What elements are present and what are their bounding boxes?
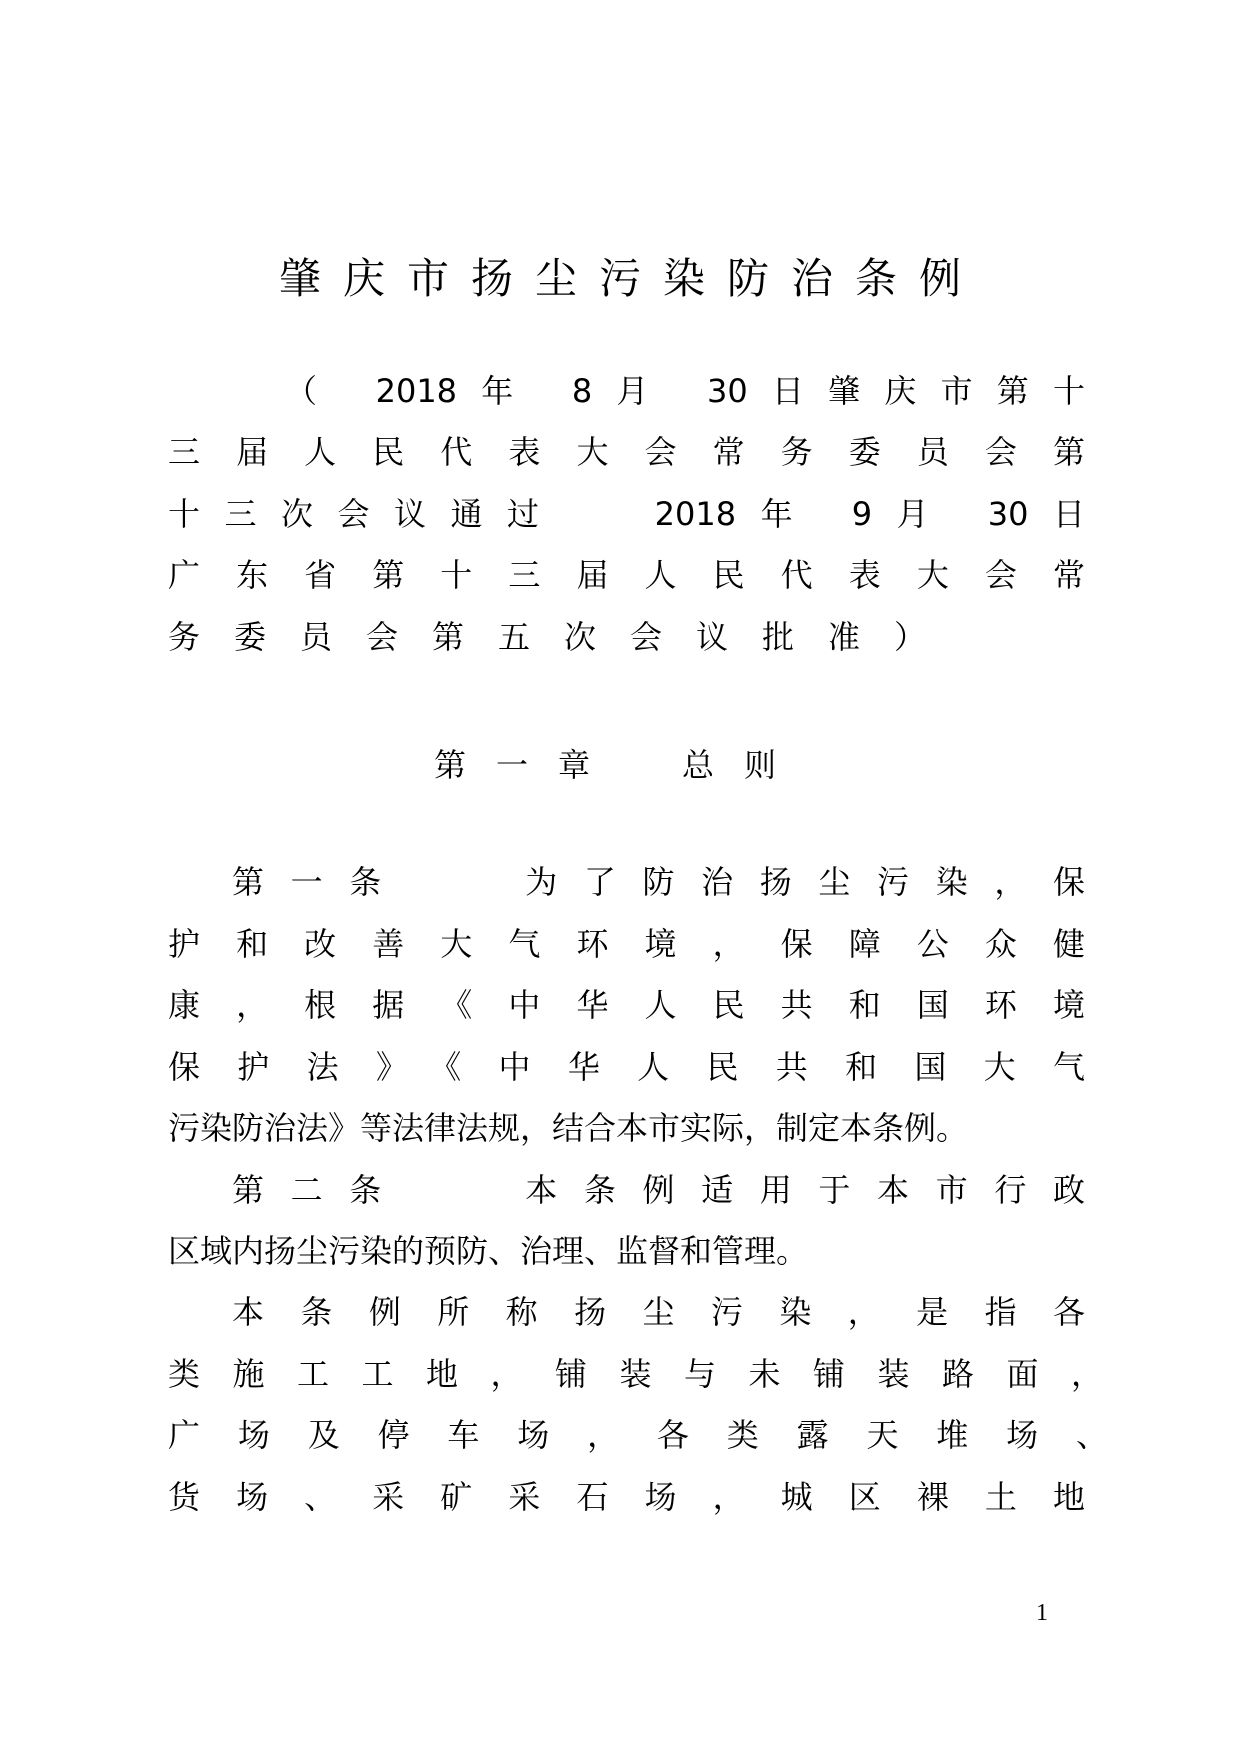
article-line: 区域内扬尘污染的预防、治理、监督和管理。 <box>168 1232 809 1270</box>
article-line: 污染防治法》等法律法规，结合本市实际，制定本条例。 <box>168 1109 969 1147</box>
preamble-line: 广东省第十三届人民代表大会常 <box>168 556 1085 594</box>
preamble-line: 三届人民代表大会常务委员会第 <box>168 433 1085 471</box>
preamble-line: （ 2018年 8月 30日肇庆市第十 <box>285 372 1085 410</box>
article-line: 类施工工地，铺装与未铺装路面， <box>168 1355 1103 1393</box>
page-number: 1 <box>1036 1600 1048 1626</box>
article-line: 第一条 为了防治扬尘污染，保 <box>232 863 1085 901</box>
article-line: 康，根据《中华人民共和国环境 <box>168 986 1085 1024</box>
document-title: 肇庆市扬尘污染防治条例 <box>278 254 983 303</box>
article-line: 第二条 本条例适用于本市行政 <box>232 1171 1085 1209</box>
preamble-line: 十三次会议通过 2018年 9月 30日 <box>168 495 1085 533</box>
article-line: 保护法》《中华人民共和国大气 <box>168 1048 1085 1086</box>
chapter-heading: 第一章 总则 <box>433 746 806 784</box>
article-line: 护和改善大气环境，保障公众健 <box>168 925 1085 963</box>
article-line: 广场及停车场，各类露天堆场、 <box>168 1416 1108 1454</box>
article-line: 本条例所称扬尘污染，是指各 <box>232 1293 1085 1331</box>
article-line: 货场、采矿采石场，城区裸土地 <box>168 1478 1085 1516</box>
preamble-line: 务委员会第五次会议批准） <box>168 618 961 656</box>
